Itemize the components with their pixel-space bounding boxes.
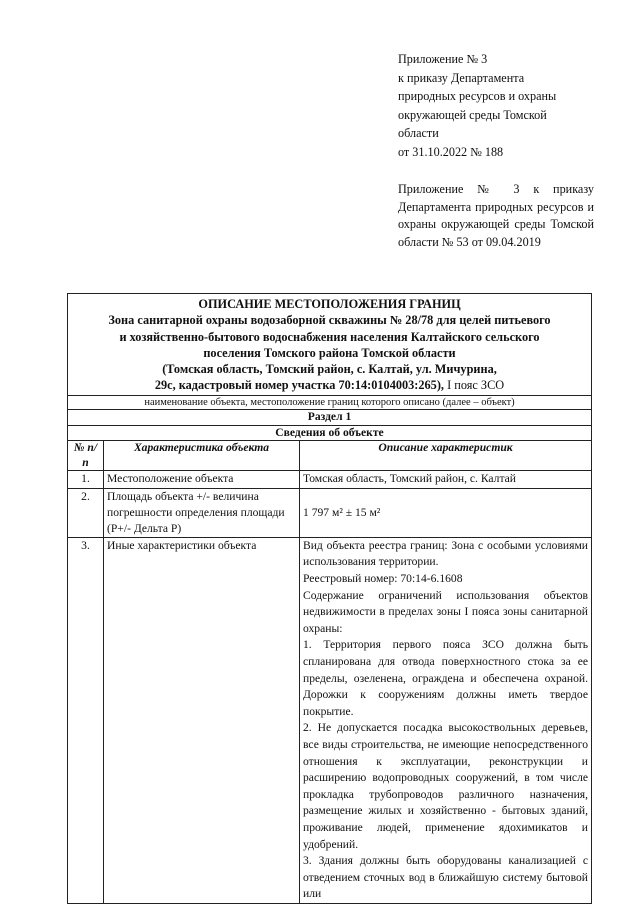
description-paragraph: 3. Здания должны быть оборудованы канализацией с отведением сточных вод в ближайшую систему бытовой или (303, 854, 589, 901)
appendix-note-current (398, 50, 594, 162)
column-header-description: Описание характеристик (300, 441, 592, 471)
appendix-note-previous: Приложение № 3 к приказу Департамента природных ресурсов и охраны окружающей среды Томской области № 53 от 09.04.2019 (398, 182, 594, 249)
appendix-line: Приложение № 3 (398, 52, 488, 66)
boundary-description-table (67, 293, 592, 904)
description-paragraph: Вид объекта реестра границ: Зона с особыми условиями использования территории. (303, 538, 589, 569)
title-line-5 (72, 377, 587, 393)
description-paragraph: 1. Территория первого пояса ЗСО должна быть спланирована для отвода поверхностного стока за ее пределы, озеленена, ограждена и обеспечена охраной. Дорожки к сооружениям должны иметь твердое покрытие. (303, 638, 589, 718)
row-description: 1 797 м² ± 15 м² (300, 488, 592, 537)
appendix-line: природных ресурсов и охраны (398, 89, 557, 104)
appendix-line: окружающей среды Томской (398, 107, 547, 122)
title-heading: ОПИСАНИЕ МЕСТОПОЛОЖЕНИЯ ГРАНИЦ (198, 297, 461, 311)
title-line: и хозяйственно-бытового водоснабжения населения Калтайского сельского (119, 329, 540, 344)
row-characteristic: Иные характеристики объекта (104, 537, 300, 903)
row-characteristic: Местоположение объекта (104, 471, 300, 489)
row-characteristic: Площадь объекта +/- величина погрешности определения площади (Р+/- Дельта Р) (104, 488, 300, 537)
section-title: Раздел 1 (68, 410, 592, 426)
row-description (300, 537, 592, 903)
appendix-line: к приказу Департамента (398, 70, 525, 85)
row-number: 1. (68, 471, 104, 489)
appendix-line: области (398, 126, 439, 141)
appendix-line: от 31.10.2022 № 188 (398, 144, 504, 159)
description-paragraph: Реестровый номер: 70:14-6.1608 (303, 572, 463, 586)
row-description: Томская область, Томский район, с. Калтай (300, 471, 592, 489)
title-line: Зона санитарной охраны водозаборной скважины № 28/78 для целей питьевого (108, 313, 551, 328)
title-line: поселения Томского района Томской области (203, 345, 456, 360)
column-header-characteristic: Характеристика объекта (104, 441, 300, 471)
title-line: 29с, кадастровый номер участка 70:14:0104003:265), (154, 378, 444, 393)
title-line: (Томская область, Томский район, с. Калтай, ул. Мичурина, (162, 362, 497, 377)
table-row (68, 537, 592, 903)
section-subtitle: Сведения об объекте (68, 425, 592, 441)
document-title (68, 294, 592, 396)
object-caption: наименование объекта, местоположение границ которого описано (далее – объект) (68, 395, 592, 410)
row-number: 3. (68, 537, 104, 903)
column-header-number: № п/п (68, 441, 104, 471)
description-paragraph: 2. Не допускается посадка высокоствольных деревьев, все виды строительства, не имеющие непосредственного отношения к эксплуатации, реконструкции и расширению водопроводных сооружений, в том числе прокладка трубопроводов различного назначения, размещение жилых и хозяйственно - бытовых зданий, проживание людей, применение ядохимикатов и удобрений. (303, 721, 589, 851)
row-number: 2. (68, 488, 104, 537)
description-paragraph: Содержание ограничений использования объектов недвижимости в пределах зоны I пояса зоны санитарной охраны: (303, 588, 589, 635)
table-row (68, 471, 592, 489)
zone-belt-label: I пояс ЗСО (447, 378, 505, 393)
table-row (68, 488, 592, 537)
